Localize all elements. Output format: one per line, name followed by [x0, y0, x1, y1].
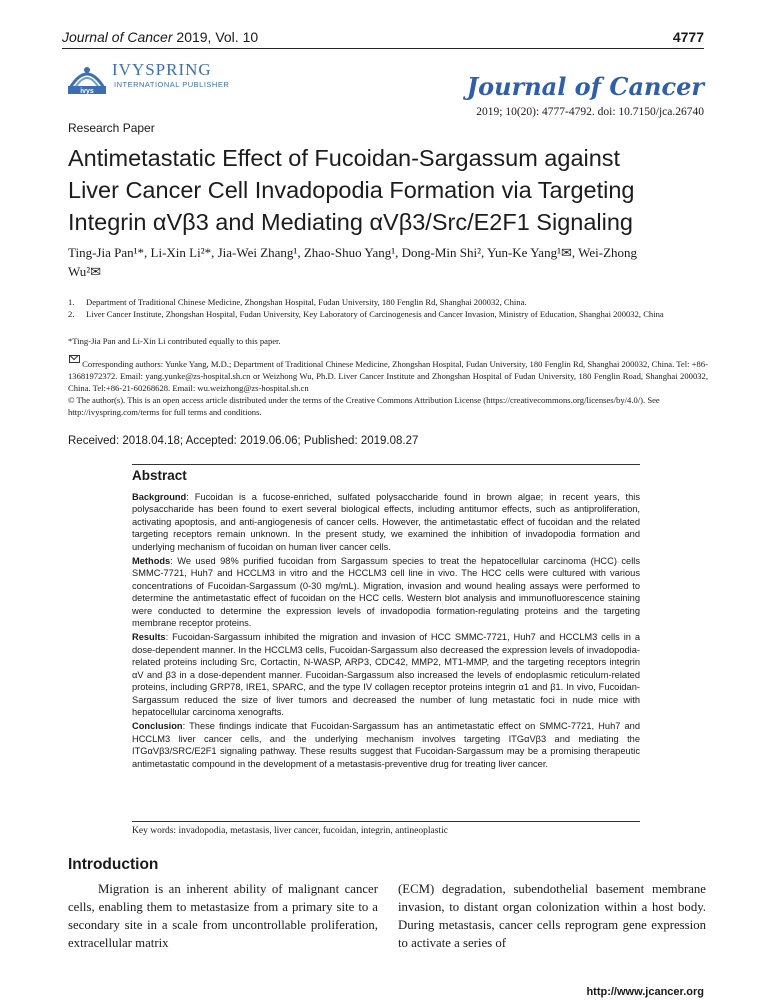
abstract-heading: Abstract: [132, 468, 187, 483]
section-text: : We used 98% purified fucoidan from Sargassum species to treat the hepatocellular carcinoma (HCC) cells SMMC-7721, Huh7 and HCCLM3 in vitro and the HCCLM3 cell line in vivo. The HCC cells were cultured with various concentrations of Fucoidan-Sargassum (0-30 mg/mL). Migration, invasion and wound healing assays were performed to determine the antimetastatic effect of fucoidan on the HCC cells. Western blot analysis and immunofluorescence staining were conducted to determine the expression levels of invadopodia formation-regulating proteins and the targeting membrane receptor proteins.: [132, 556, 640, 629]
citation: 2019; 10(20): 4777-4792. doi: 10.7150/jca.26740: [476, 106, 704, 118]
abstract-body: [132, 491, 640, 772]
footer-url[interactable]: http://www.jcancer.org: [586, 986, 704, 998]
journal-name: Journal of Cancer: [62, 29, 173, 45]
abstract-background: [132, 491, 640, 553]
publisher-logo[interactable]: [66, 58, 266, 98]
affiliations: [68, 296, 710, 320]
intro-left-column: Migration is an inherent ability of malignant cancer cells, enabling them to metastasize from a primary site to a secondary site in a scale from uncontrollable proliferation, extracellular matrix: [68, 882, 378, 950]
affiliation-item: [68, 296, 710, 308]
section-label: Results: [132, 632, 166, 643]
article-title: [68, 142, 718, 238]
license-notice: © The author(s). This is an open access article distributed under the terms of the Creative Commons Attribution License (https://creativecommons.org/licenses/by/4.0/). See http://ivyspring.com/terms for full terms and conditions.: [68, 395, 660, 417]
section-label: Background: [132, 492, 187, 502]
corresponding-text: Corresponding authors: Yunke Yang, M.D.; Department of Traditional Chinese Medicine, Zhongshan Hospital, Fudan University, 180 Fenglin Rd, Shanghai 200032, China. Tel: +86-13681972372. Email: yang.yunke@zs-hospital.sh.cn or Weizhong Wu, Ph.D. Liver Cancer Institute and Zhongshan Hospital of Fudan University, 180 Fenglin Road, Shanghai 200032, China. Tel:+86-21-60268628. Email: wu.weizhong@zs-hospital.sh.cn: [68, 358, 708, 393]
abstract-box: [132, 464, 640, 822]
title-line: Integrin αVβ3 and Mediating αVβ3/Src/E2F1 Signaling: [68, 209, 633, 235]
abstract-methods: [132, 555, 640, 629]
article-type: Research Paper: [68, 121, 155, 135]
section-label: Conclusion: [132, 721, 183, 732]
publisher-subtitle: INTERNATIONAL PUBLISHER: [114, 80, 230, 89]
affiliation-text: Department of Traditional Chinese Medicine, Zhongshan Hospital, Fudan University, 180 Fenglin Rd, Shanghai 200032, China.: [86, 297, 527, 307]
affiliation-item: [68, 308, 710, 320]
section-label: Methods: [132, 556, 171, 567]
year-volume: 2019, Vol. 10: [176, 29, 259, 45]
affiliation-text: Liver Cancer Institute, Zhongshan Hospital, Fudan University, Key Laboratory of Carcinogenesis and Cancer Invasion, Ministry of Education, Shanghai 200032, China: [86, 309, 664, 319]
article-dates: Received: 2018.04.18; Accepted: 2019.06.06; Published: 2019.08.27: [68, 435, 419, 447]
running-head: [62, 26, 704, 49]
affiliation-number: 2.: [68, 309, 75, 319]
abstract-results: [132, 631, 640, 718]
section-text: : Fucoidan-Sargassum inhibited the migration and invasion of HCC SMMC-7721, Huh7 and HCCLM3 cells in a dose-dependent manner. In the HCCLM3 cells, Fucoidan-Sargassum also decreased the expression levels of invadopodia-related proteins including Src, Cortactin, N-WASP, ARP3, CDC42, MMP2, MT1-MMP, and the targeting receptors integrin αV and β3 in a dose-dependent manner. Fucoidan-Sargassum also increased the levels of endoplasmic reticulum-related proteins, including GRP78, IRE1, SPARC, and the type IV collagen receptor proteins integrin α1 and β1. In vivo, Fucoidan-Sargassum reduced the size of liver tumors and decreased the number of lung metastatic foci in nude mice with hepatocellular carcinoma xenografts.: [132, 632, 640, 717]
ivyspring-logo-icon: [66, 58, 108, 96]
intro-right-column: (ECM) degradation, subendothelial basement membrane invasion, to distant organ colonization within a host body. During metastasis, cancer cells reprogram gene expression to activate a series of: [398, 882, 706, 950]
affiliation-number: 1.: [68, 297, 75, 307]
page-number: 4777: [672, 29, 704, 45]
keywords: Key words: invadopodia, metastasis, liver cancer, fucoidan, integrin, antineoplastic: [132, 826, 448, 836]
publisher-name: IVYSPRING: [112, 60, 212, 79]
section-text: : These findings indicate that Fucoidan-Sargassum has an antimetastatic effect on SMMC-7721, Huh7 and HCCLM3 liver cancer cells, and the underlying mechanism involves targeting ITGαVβ3 and mediating the ITGαVβ3/SRC/E2F1 signaling pathway. These results suggest that Fucoidan-Sargassum may be a promising therapeutic antimetastatic compound in the development of a metastasis-preventive drug for treating liver cancer.: [132, 721, 640, 769]
mail-icon: [69, 355, 80, 363]
title-line: Liver Cancer Cell Invadopodia Formation via Targeting: [68, 177, 635, 203]
authors-line: Wu²✉: [68, 264, 102, 279]
equal-contribution-note: *Ting-Jia Pan and Li-Xin Li contributed equally to this paper.: [68, 336, 281, 346]
svg-text:ivys: ivys: [80, 88, 94, 95]
abstract-conclusion: [132, 720, 640, 770]
section-text: : Fucoidan is a fucose-enriched, sulfated polysaccharide found in brown algae; in recent years, this polysaccharide has been found to exert several biological effects, including antitumor effects, such as antiproliferation, activating apoptosis, and anti-angiogenesis of cancer cells. However, the antimetastatic effect of fucoidan and the related targeting receptors remain unknown. In the present study, we examined the inhibition of invadopodia formation and underlying mechanism of fucoidan on human liver cancer cells.: [132, 492, 640, 552]
corresponding-authors: [68, 355, 708, 394]
journal-logo[interactable]: Journal of Cancer: [466, 72, 704, 101]
authors-line: Ting-Jia Pan¹*, Li-Xin Li²*, Jia-Wei Zhang¹, Zhao-Shuo Yang¹, Dong-Min Shi², Yun-Ke Yang¹✉, Wei-Zhong: [68, 245, 638, 260]
introduction-heading: Introduction: [68, 856, 159, 873]
journal-reference: [62, 29, 258, 45]
authors: [68, 243, 710, 281]
title-line: Antimetastatic Effect of Fucoidan-Sargassum against: [68, 145, 621, 171]
